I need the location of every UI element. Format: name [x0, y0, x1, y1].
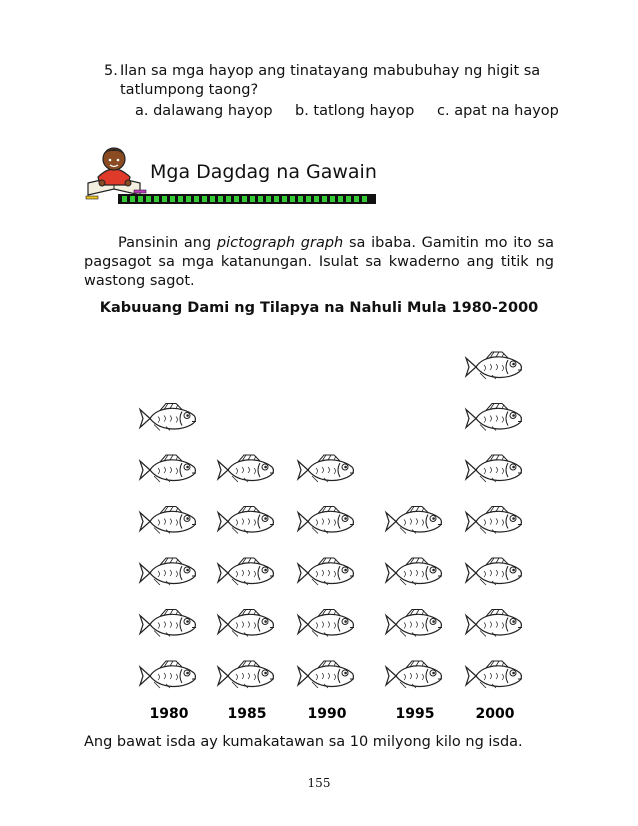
fish-icon — [140, 558, 196, 585]
section-title: Mga Dagdag na Gawain — [150, 161, 377, 183]
fish-icon — [386, 661, 442, 688]
fish-icon — [466, 352, 522, 379]
instructions-part2: sa ibaba. Gamitin mo ito sa pagsagot sa mga katanungan. Isulat sa kwaderno ang titik ng wastong sagot. — [84, 235, 554, 289]
chart-key-note: Ang bawat isda ay kumakatawan sa 10 milyong kilo ng isda. — [84, 734, 523, 750]
instructions-emphasis: pictograph graph — [216, 235, 344, 251]
fish-column-1990 — [298, 455, 354, 688]
fish-icon — [218, 661, 274, 688]
question-5 — [104, 62, 544, 100]
fish-icon — [218, 455, 274, 482]
fish-icon — [298, 610, 354, 637]
fish-icon — [140, 507, 196, 534]
fish-icon — [298, 661, 354, 688]
chart-title: Kabuuang Dami ng Tilapya na Nahuli Mula 1980-2000 — [99, 300, 539, 316]
instructions-part1: Pansinin ang — [118, 235, 217, 251]
x-tick-label: 2000 — [475, 706, 515, 722]
x-tick-label: 1980 — [149, 706, 189, 722]
x-tick-label: 1990 — [307, 706, 347, 722]
fish-icon — [140, 455, 196, 482]
fish-column-1995 — [386, 507, 442, 689]
section-header — [84, 143, 376, 205]
fish-icon — [218, 507, 274, 534]
fish-icon — [298, 507, 354, 534]
x-tick-label: 1995 — [395, 706, 435, 722]
fish-icon — [298, 455, 354, 482]
choice-b[interactable]: b. tatlong hayop — [295, 103, 415, 119]
question-number: 5. — [104, 63, 118, 79]
pictograph-chart — [0, 320, 638, 730]
fish-icon — [466, 455, 522, 482]
fish-icon — [140, 610, 196, 637]
fish-icon — [466, 661, 522, 688]
fish-column-1985 — [218, 455, 274, 688]
fish-column-2000 — [466, 352, 522, 688]
fish-icon — [386, 507, 442, 534]
fish-icon — [386, 610, 442, 637]
fish-icon — [218, 610, 274, 637]
choice-c[interactable]: c. apat na hayop — [437, 103, 559, 119]
fish-icon — [140, 661, 196, 688]
fish-icon — [298, 558, 354, 585]
x-tick-label: 1985 — [227, 706, 267, 722]
fish-icon — [386, 558, 442, 585]
question-text: Ilan sa mga hayop ang tinatayang mabubuhay ng higit sa tatlumpong taong? — [120, 63, 541, 98]
film-strip-divider — [118, 194, 376, 204]
fish-icon — [218, 558, 274, 585]
instructions-paragraph — [84, 234, 554, 291]
fish-icon — [140, 404, 196, 431]
fish-column-1980 — [140, 404, 196, 689]
choice-a[interactable]: a. dalawang hayop — [135, 103, 273, 119]
page-number: 155 — [307, 776, 331, 790]
fish-icon — [466, 558, 522, 585]
fish-icon — [466, 507, 522, 534]
fish-icon — [466, 610, 522, 637]
fish-icon — [466, 404, 522, 431]
